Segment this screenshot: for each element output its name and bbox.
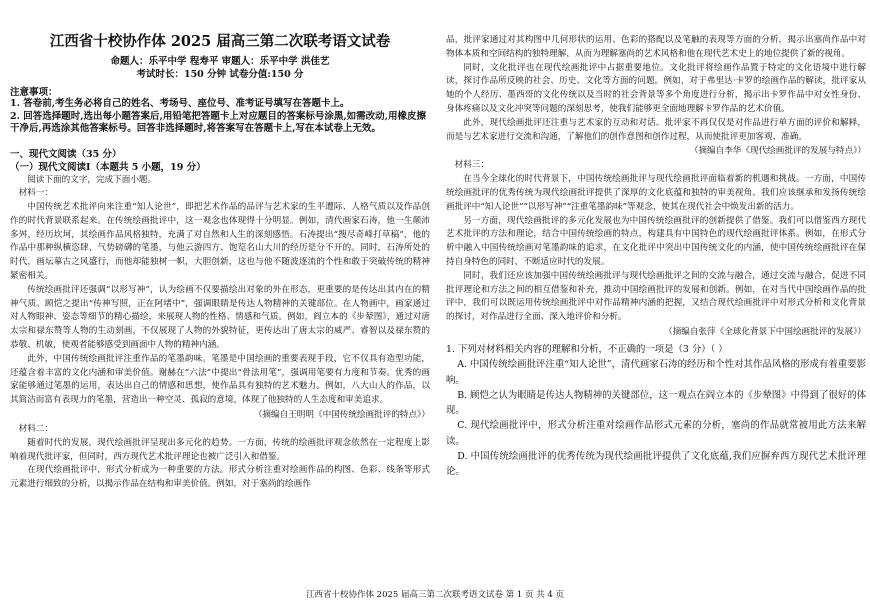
- paragraph: 品，批评家通过对其构图中几何形状的运用、色彩的搭配以及笔触的表现等方面的分析，揭示出塞尚作品中对物体本质和空间结构的独特理解，从而为理解塞尚的艺术风格和他在现代艺术史上的地位提供了新的视角。: [446, 35, 866, 59]
- material-label: 材料一：: [18, 188, 53, 199]
- subsection-title: （一）现代文阅读Ⅰ（本题共 5 小题，19 分）: [10, 161, 206, 173]
- paragraph: 在现代绘画批评中，形式分析成为一种重要的方法。形式分析注重对绘画作品的构图、色彩、线条等形式元素进行细致的分析，以揭示作品在结构和审美价值。例如，对于塞尚的绘画作: [10, 465, 430, 490]
- material-label: 材料三：: [454, 160, 489, 171]
- paragraph: 另一方面，现代绘画批评的多元化发展也为中国传统绘画批评的创新提供了借鉴。我们可以借鉴西方现代艺术批评的方法和理论，结合中国传统绘画的特点，构建具有中国特色的现代绘画批评体系。例如，在形式分析中融入中国传统绘画对笔墨韵味的追求，在文化批评中突出中国传统文化的内涵，使中国传统绘画批评在保持自身特色的同时，不断适应时代的发展。: [446, 215, 866, 267]
- paragraph: 传统绘画批评还强调“以形写神”，认为绘画不仅要描绘出对象的外在形态，更重要的是传达出其内在的精神气质。顾恺之提出“传神写照，正在阿堵中”，强调眼睛是传达人物精神的关键部位。在人物画中，画家通过对人物眼神、姿态等细节的精心描绘，来展现人物的性格、情感和气质。例如，阎立本的《步辇图》，通过对唐太宗和禄东赞等人物的生动刻画，不仅展现了人物的外貌特征，更传达出了唐太宗的威严、睿智以及禄东赞的恭敬、机敏，使观者能够感受到画面中人物的精神内涵。: [10, 284, 430, 351]
- paragraph: 同时，文化批评也在现代绘画批评中占据重要地位。文化批评将绘画作品置于特定的文化语境中进行解读，探讨作品所反映的社会、历史、文化等方面的问题。例如，对于弗里达·卡罗的绘画作品的解读，批评家从她的个人经历、墨西哥的文化传统以及当时的社会背景等多个角度进行分析，揭示出卡罗作品中对女性身份、身体疼痛以及文化冲突等问题的深刻思考，使我们能够更全面地理解卡罗作品的艺术价值。: [446, 62, 866, 114]
- option-b: B. 顾恺之认为眼睛是传达人物精神的关键部位，这一观点在阎立本的《步辇图》中得到了很好的体现。: [446, 389, 866, 417]
- paragraph: 此外，中国传统绘画批评注重作品的笔墨韵味。笔墨是中国绘画的重要表现手段，它不仅具有造型功能，还蕴含着丰富的文化内涵和审美价值。谢赫在“六法”中提出“骨法用笔”，强调用笔要有力度和节奏。优秀的画家能够通过笔墨的运用，表达出自己的情感和思想，使作品具有独特的艺术魅力。例如，八大山人的作品，以其简洁而富有表现力的笔墨，营造出一种空灵、孤寂的意境，体现了他独特的人生态度和审美追求。: [10, 353, 430, 406]
- notice-heading: 注意事项：: [10, 87, 58, 98]
- time-line: 考试时长：150 分钟 试卷分值:150 分: [136, 69, 304, 80]
- paragraph: 随着时代的发展，现代绘画批评呈现出多元化的趋势。一方面，传统的绘画批评观念依然在一定程度上影响着现代批评家，但同时，西方现代艺术批评理论也被广泛引入和借鉴。: [10, 437, 430, 462]
- source-citation: （摘编自李华《现代绘画批评的发展与特点》）: [689, 146, 866, 157]
- source-citation: （摘编自王明明《中国传统绘画批评的特点》）: [253, 410, 430, 421]
- paragraph: 同时，我们还应该加强中国传统绘画批评与现代绘画批评之间的交流与融合，通过交流与融合，促进不同批评理论和方法之间的相互借鉴和补充，推动中国绘画批评的发展和创新。例如，在对当代中国绘画作品的批评中，我们可以既运用传统绘画批评中对作品精神内涵的把握，又结合现代绘画批评中对形式分析和文化背景的探讨，对作品进行全面、深入地评价和分析。: [446, 270, 866, 323]
- source-citation: （摘编自张萍《全球化背景下中国绘画批评的发展》）: [664, 326, 866, 337]
- option-a: A. 中国传统绘画批评注重“知人论世”，清代画家石涛的经历和个性对其作品风格的形成有着重要影响。: [446, 359, 866, 386]
- section-title: 一、现代文阅读（35 分）: [10, 148, 122, 160]
- author-line: 命题人：乐平中学 程寿平 审题人：乐平中学 洪佳艺: [110, 56, 330, 67]
- paragraph: 此外，现代绘画批评还注重与艺术家的互动和对话。批评家不再仅仅是对作品进行单方面的评价和解释，而是与艺术家进行交流和沟通，了解他们的创作意图和创作过程，从而使批评更加客观、准确。: [446, 117, 866, 142]
- notice-item: 1. 答卷前,考生务必将自己的姓名、考场号、座位号、准考证号填写在答题卡上。: [10, 98, 350, 109]
- reading-intro: 阅读下面的文字，完成下面小题。: [27, 174, 157, 185]
- material-label: 材料二：: [18, 424, 53, 435]
- option-c: C. 现代绘画批评中，形式分析注重对绘画作品形式元素的分析，塞尚的作品就常被用此方法来解读。: [446, 420, 866, 447]
- paragraph: 中国传统艺术批评向来注重“知人论世”，即把艺术作品的品评与艺术家的生平遭际、人格气质以及作品创作的时代背景联系起来。在传统绘画批评中，这一观念也体现得十分明显。例如，清代画家石涛，他一生颠沛多舛，经历坎坷，其绘画作品风格独特，充满了对自然和人生的深刻感悟。石涛提出“搜尽奇峰打草稿”，他的作品中那种纵横恣肆、气势磅礴的笔墨，与他云游四方、饱览名山大川的经历是分不开的。同时，石涛所处的时代，画坛摹古之风盛行，而他却能独树一帜，大胆创新，这也与他不随波逐流的个性和敢于突破传统的精神紧密相关。: [10, 202, 430, 282]
- right-column: [446, 34, 866, 480]
- exam-title: 江西省十校协作体 2025 届高三第二次联考语文试卷: [49, 33, 391, 50]
- page-footer: 江西省十校协作体 2025 届高三第二次联考语文试卷 第 1 页 共 4 页: [305, 590, 565, 600]
- notice-item: 2. 回答选择题时,选出每小题答案后,用铅笔把答题卡上对应题目的答案标号涂黑,如需改动,用橡皮擦干净后,再选涂其他答案标号。回答非选择题时,将答案写在答题卡上,写在本试卷上无效。: [10, 110, 426, 134]
- left-column: [10, 30, 430, 492]
- question-stem: 1. 下列对材料相关内容的理解和分析，不正确的一项是（3 分）（ ）: [446, 343, 728, 355]
- option-d: D. 中国传统绘画批评的优秀传统为现代绘画批评提供了文化底蕴,我们应摒弃西方现代艺术批评理论。: [446, 451, 866, 478]
- paragraph: 在当今全球化的时代背景下，中国传统绘画批评与现代绘画批评面临着新的机遇和挑战。一方面，中国传统绘画批评的优秀传统为现代绘画批评提供了深厚的文化底蕴和独特的审美视角。我们应该继承和发扬传统绘画批评中“知人论世”“以形写神”“注重笔墨韵味”等观念，使其在现代社会中焕发出新的活力。: [446, 174, 866, 212]
